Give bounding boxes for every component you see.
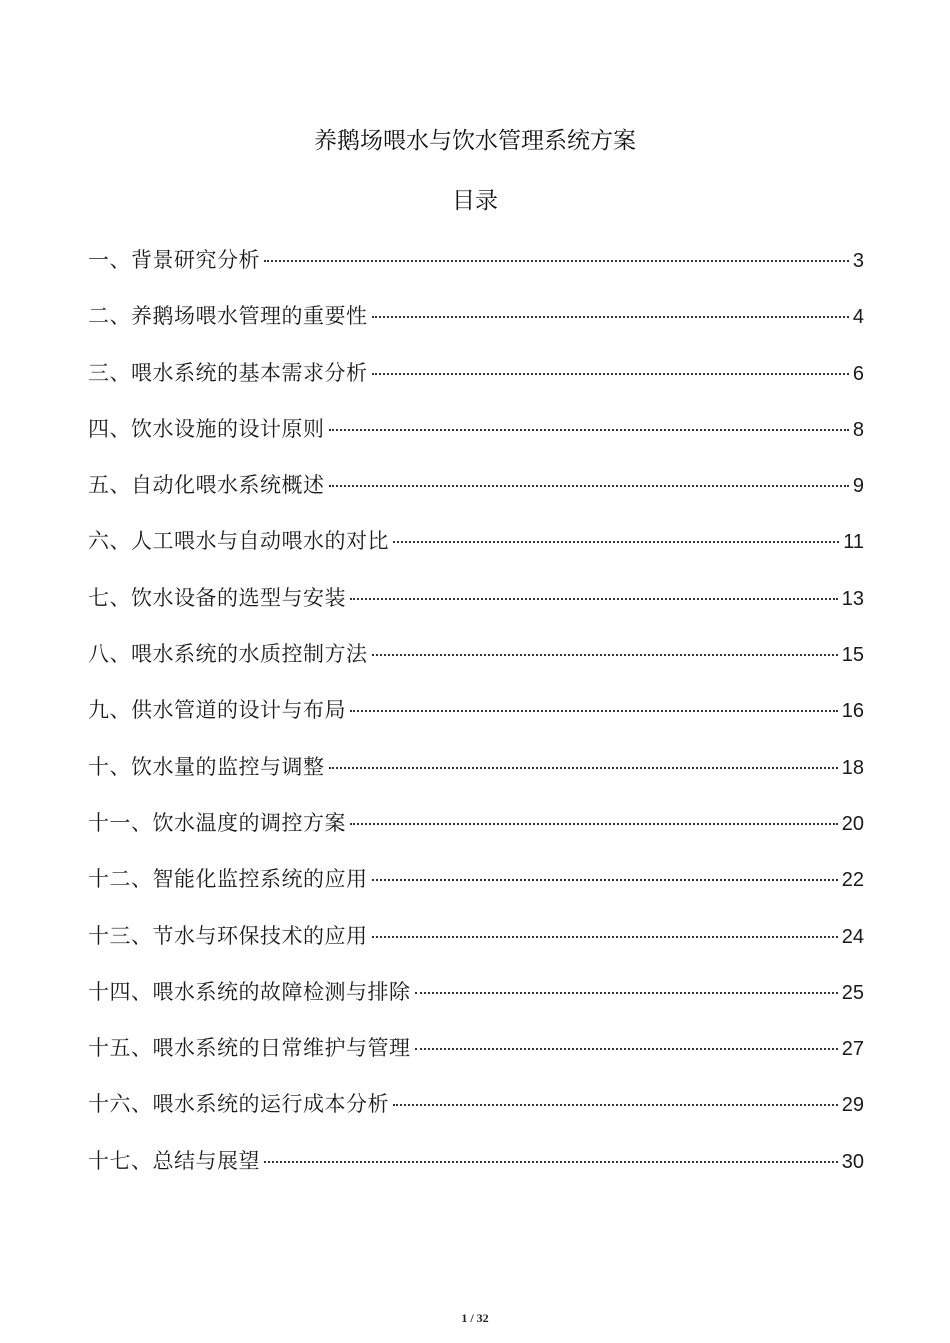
table-of-contents	[88, 240, 864, 1197]
toc-entry-page: 4	[852, 306, 864, 329]
toc-dot-leader	[350, 710, 838, 712]
toc-entry[interactable]	[88, 1141, 864, 1197]
toc-dot-leader	[415, 1048, 838, 1050]
toc-entry-label: 六、人工喂水与自动喂水的对比	[88, 529, 389, 554]
toc-entry-page: 9	[852, 475, 864, 498]
toc-dot-leader	[350, 598, 838, 600]
toc-entry-label: 十七、总结与展望	[88, 1148, 260, 1173]
toc-dot-leader	[350, 823, 838, 825]
toc-entry-label: 一、背景研究分析	[88, 248, 260, 272]
toc-entry-label: 十二、智能化监控系统的应用	[88, 867, 368, 892]
toc-entry-page: 30	[841, 1150, 864, 1173]
toc-entry-page: 24	[841, 925, 864, 948]
toc-dot-leader	[372, 373, 849, 375]
toc-entry[interactable]	[88, 353, 864, 409]
toc-entry-label: 二、养鹅场喂水管理的重要性	[88, 304, 368, 329]
toc-entry-page: 15	[841, 644, 864, 667]
toc-entry[interactable]	[88, 916, 864, 972]
toc-entry-page: 22	[841, 869, 864, 892]
toc-dot-leader	[264, 260, 849, 262]
toc-entry[interactable]	[88, 803, 864, 859]
toc-dot-leader	[329, 429, 849, 431]
toc-dot-leader	[372, 316, 849, 318]
toc-entry-page: 11	[843, 531, 864, 554]
toc-entry-page: 20	[841, 812, 864, 835]
toc-dot-leader	[393, 1104, 838, 1106]
toc-entry-label: 五、自动化喂水系统概述	[88, 473, 325, 498]
toc-entry[interactable]	[88, 859, 864, 915]
toc-entry-page: 3	[852, 250, 864, 272]
toc-entry-label: 十六、喂水系统的运行成本分析	[88, 1092, 389, 1117]
toc-entry[interactable]	[88, 1028, 864, 1084]
toc-entry-page: 18	[841, 756, 864, 779]
toc-dot-leader	[329, 485, 849, 487]
toc-entry[interactable]	[88, 972, 864, 1028]
toc-entry[interactable]	[88, 690, 864, 746]
toc-dot-leader	[329, 767, 838, 769]
toc-dot-leader	[372, 936, 838, 938]
toc-entry-label: 十五、喂水系统的日常维护与管理	[88, 1036, 411, 1061]
toc-entry-label: 三、喂水系统的基本需求分析	[88, 360, 368, 385]
toc-entry[interactable]	[88, 296, 864, 352]
toc-entry-label: 十一、饮水温度的调控方案	[88, 810, 346, 835]
toc-entry-label: 八、喂水系统的水质控制方法	[88, 642, 368, 667]
toc-entry-page: 13	[841, 587, 864, 610]
toc-entry-page: 29	[841, 1094, 864, 1117]
toc-entry-label: 七、饮水设备的选型与安装	[88, 585, 346, 610]
toc-entry-label: 四、饮水设施的设计原则	[88, 416, 325, 441]
page-number-footer: 1 / 32	[461, 1311, 489, 1325]
toc-dot-leader	[393, 541, 839, 543]
toc-heading: 目录	[452, 188, 498, 214]
toc-entry[interactable]	[88, 409, 864, 465]
toc-dot-leader	[264, 1161, 838, 1163]
toc-entry[interactable]	[88, 1084, 864, 1140]
toc-entry[interactable]	[88, 521, 864, 577]
toc-entry-label: 十、饮水量的监控与调整	[88, 754, 325, 779]
document-title: 养鹅场喂水与饮水管理系统方案	[314, 128, 636, 154]
toc-entry[interactable]	[88, 465, 864, 521]
toc-entry[interactable]	[88, 634, 864, 690]
toc-dot-leader	[372, 654, 838, 656]
toc-entry-page: 16	[841, 700, 864, 723]
toc-entry[interactable]	[88, 240, 864, 296]
toc-dot-leader	[415, 992, 838, 994]
toc-entry[interactable]	[88, 747, 864, 803]
toc-entry[interactable]	[88, 578, 864, 634]
toc-entry-label: 九、供水管道的设计与布局	[88, 698, 346, 723]
toc-entry-page: 6	[852, 362, 864, 385]
toc-entry-label: 十四、喂水系统的故障检测与排除	[88, 979, 411, 1004]
toc-entry-page: 25	[841, 981, 864, 1004]
toc-entry-page: 27	[841, 1038, 864, 1061]
toc-dot-leader	[372, 879, 838, 881]
toc-entry-label: 十三、节水与环保技术的应用	[88, 923, 368, 948]
toc-entry-page: 8	[852, 418, 864, 441]
